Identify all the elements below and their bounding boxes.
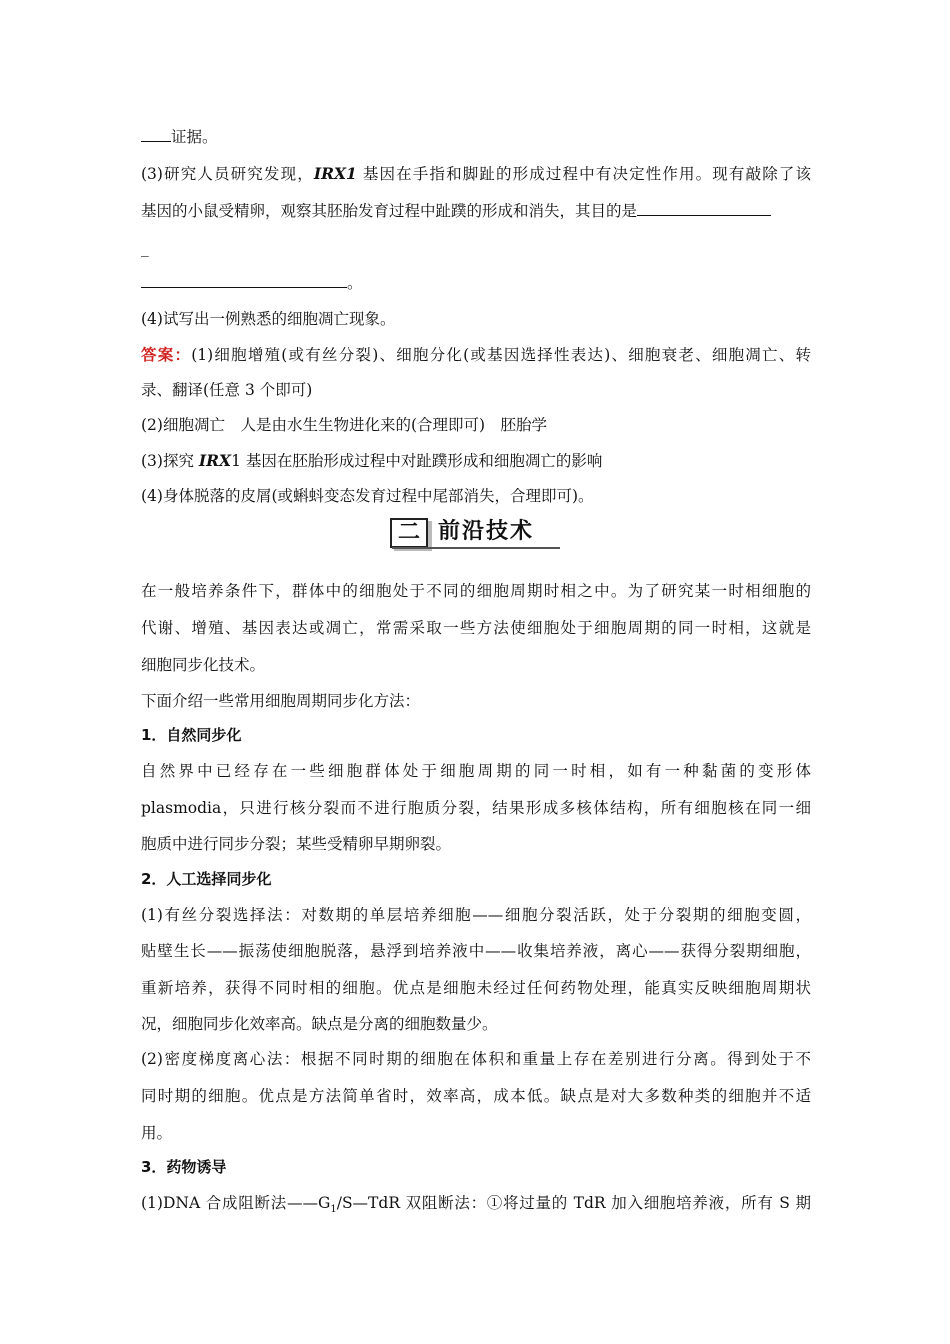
q2-tail-text: 证据。 [171, 128, 218, 146]
banner-number: 二 [390, 518, 428, 548]
q3-line-4 [141, 272, 811, 294]
g1-subscript: 1 [330, 1204, 337, 1216]
section-2-line-4: 况，细胞同步化效率高。缺点是分离的细胞数量少。 [141, 1015, 498, 1033]
banner-title: 前沿技术 [438, 519, 535, 544]
section-3-line-1 [141, 1192, 811, 1221]
answer-3-text-b: 1 基因在胚胎形成过程中对趾蹼形成和细胞凋亡的影响 [231, 452, 603, 470]
section-2-line-1: (1)有丝分裂选择法：对数期的单层培养细胞——细胞分裂活跃，处于分裂期的细胞变圆， [141, 906, 811, 924]
section-1-line-1: 自然界中已经存在一些细胞群体处于细胞周期的同一时相，如有一种黏菌的变形体 [141, 762, 811, 780]
answer-label: 答案： [141, 345, 192, 364]
answer-3-text-a: (3)探究 [141, 452, 199, 470]
answer-4-line: (4)身体脱落的皮屑(或蝌蚪变态发育过程中尾部消失，合理即可)。 [141, 487, 594, 505]
q4-line: (4)试写出一例熟悉的细胞凋亡现象。 [141, 310, 396, 328]
answer-2-line: (2)细胞凋亡 人是由水生生物进化来的(合理即可) 胚胎学 [141, 416, 548, 434]
intro-line-1: 在一般培养条件下，群体中的细胞处于不同的细胞周期时相之中。为了研究某一时相细胞的 [141, 582, 811, 600]
q3-text-b: 基因在手指和脚趾的形成过程中有决定性作用。现有敲除了该 [356, 165, 811, 183]
answer-blank [141, 126, 171, 142]
section-1-line-3: 胞质中进行同步分裂；某些受精卵早期卵裂。 [141, 835, 452, 853]
section-2-line-6: 同时期的细胞。优点是方法简单省时，效率高，成本低。缺点是对大多数种类的细胞并不适 [141, 1087, 811, 1105]
answer-3-line [141, 450, 811, 472]
section-3-text-b: /S—TdR 双阻断法：①将过量的 TdR 加入细胞培养液，所有 S 期 [336, 1194, 811, 1212]
answer-blank [141, 272, 347, 288]
section-2-line-3: 重新培养，获得不同时相的细胞。优点是细胞未经过任何药物处理，能真实反映细胞周期状 [141, 979, 811, 997]
q3-line-1 [141, 163, 811, 185]
section-banner [390, 516, 560, 550]
section-1-line-2: plasmodia，只进行核分裂而不进行胞质分裂，结果形成多核体结构，所有细胞核在同一细 [141, 799, 811, 817]
banner-underline [392, 547, 560, 549]
heading-1: 1．自然同步化 [141, 726, 242, 744]
intro-line-2: 代谢、增殖、基因表达或凋亡，常需采取一些方法使细胞处于细胞周期的同一时相，这就是 [141, 619, 811, 637]
answer-1-text: (1)细胞增殖(或有丝分裂)、细胞分化(或基因选择性表达)、细胞衰老、细胞凋亡、转 [191, 346, 811, 364]
q3-gene-name: IRX1 [313, 164, 357, 183]
q2-tail-line [141, 126, 811, 148]
answer-line-2: 录、翻译(任意 3 个即可) [141, 381, 313, 399]
q3-end-mark: 。 [347, 274, 363, 292]
q3-dash: _ [141, 239, 149, 257]
answer-line-1 [141, 344, 811, 366]
section-2-line-2: 贴壁生长——振荡使细胞脱落，悬浮到培养液中——收集培养液，离心——获得分裂期细胞， [141, 942, 811, 960]
q3-text-2: 基因的小鼠受精卵，观察其胚胎发育过程中趾蹼的形成和消失，其目的是 [141, 202, 638, 220]
section-2-line-7: 用。 [141, 1124, 173, 1142]
answer-blank [637, 200, 771, 216]
answer-3-gene: IRX [198, 451, 232, 470]
heading-2: 2．人工选择同步化 [141, 870, 272, 888]
intro-line-3: 细胞同步化技术。 [141, 656, 266, 674]
section-3-text-a: (1)DNA 合成阻断法——G [141, 1194, 331, 1212]
q3-line-2 [141, 200, 811, 222]
q3-line-3 [141, 237, 811, 259]
heading-3: 3．药物诱导 [141, 1158, 227, 1176]
section-2-line-5: (2)密度梯度离心法：根据不同时期的细胞在体积和重量上存在差别进行分离。得到处于不 [141, 1050, 811, 1068]
intro-line-4: 下面介绍一些常用细胞周期同步化方法： [141, 692, 421, 710]
q3-text-a: (3)研究人员研究发现， [141, 165, 314, 183]
